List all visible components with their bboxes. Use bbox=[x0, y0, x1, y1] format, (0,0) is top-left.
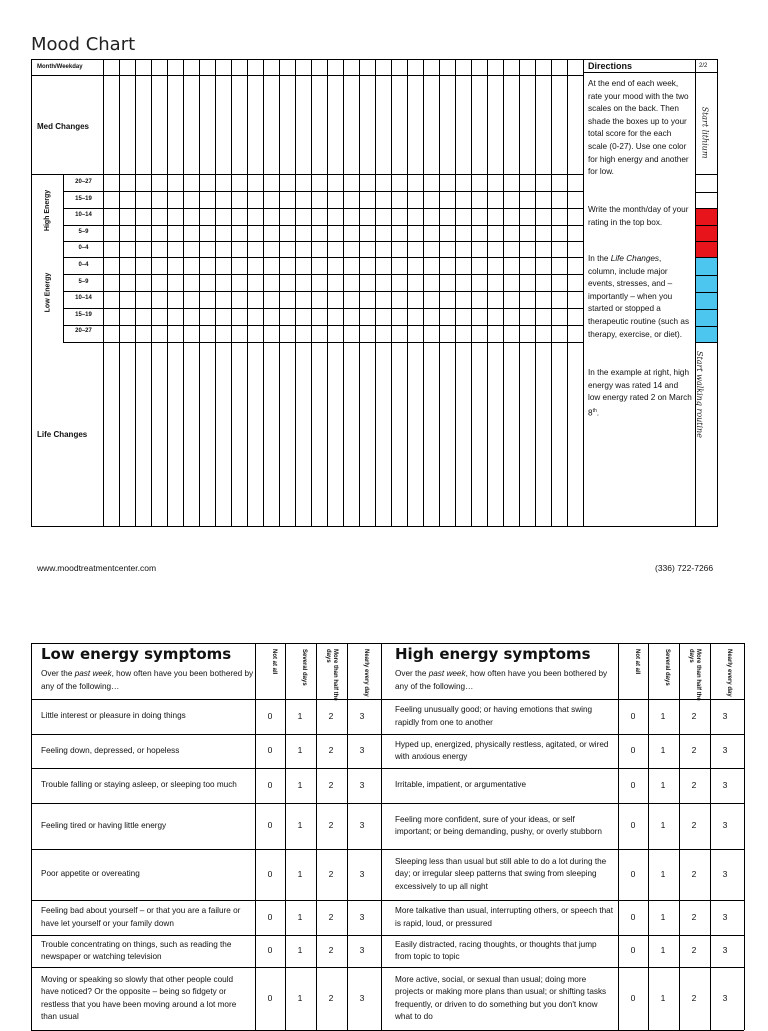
score-value: 2 bbox=[691, 868, 697, 879]
grid-vline bbox=[455, 60, 456, 526]
directions-paragraph-3: In the Life Changes, column, include major events, stresses, and – importantly – when you started or stopped a therapeutic routine (such as therapy, exercise, or diet). bbox=[588, 254, 690, 339]
score-value: 3 bbox=[359, 745, 365, 755]
score-column-header: More than half the days bbox=[688, 649, 701, 701]
low-energy-range: 20–27 bbox=[75, 328, 92, 335]
score-value: 2 bbox=[691, 779, 697, 790]
example-cell-blank bbox=[696, 174, 717, 192]
score-value: 2 bbox=[328, 911, 334, 922]
score-value: 2 bbox=[328, 945, 334, 955]
month-weekday-label: Month/Weekday bbox=[37, 64, 83, 70]
grid-vline bbox=[199, 60, 200, 526]
website-url: www.moodtreatmentcenter.com bbox=[37, 563, 157, 573]
score-value: 1 bbox=[660, 868, 666, 879]
score-value: 1 bbox=[297, 945, 303, 955]
symptoms-table bbox=[31, 643, 744, 1030]
high-energy-range: 10–14 bbox=[75, 212, 92, 219]
score-value: 1 bbox=[660, 710, 666, 721]
low-symptom-item: Feeling down, depressed, or hopeless bbox=[41, 745, 180, 755]
grid-vline bbox=[567, 60, 568, 526]
score-value: 3 bbox=[722, 745, 728, 755]
high-symptom-item: Sleeping less than usual but still able to do a lot during the day; or irregular sleep patterns that swing from sleeping excessively to up all night bbox=[395, 856, 607, 891]
score-column-header: Nearly every day bbox=[726, 649, 732, 697]
table-vline bbox=[744, 643, 745, 1030]
grid-vline bbox=[215, 60, 216, 526]
score-column-header: More than half the days bbox=[325, 649, 338, 701]
high-energy-range: 20–27 bbox=[75, 179, 92, 185]
score-value: 1 bbox=[297, 710, 303, 721]
grid-vline bbox=[487, 60, 488, 526]
grid-hline bbox=[63, 325, 583, 326]
low-energy-range: 10–14 bbox=[75, 295, 92, 302]
score-value: 1 bbox=[297, 745, 303, 755]
table-vline bbox=[381, 643, 382, 1030]
score-value: 0 bbox=[630, 868, 636, 879]
table-vline bbox=[347, 643, 348, 1030]
score-column-header: Several days bbox=[301, 649, 307, 686]
grid-hline bbox=[63, 342, 583, 343]
grid-vline bbox=[295, 60, 296, 526]
score-column-header: Nearly every day bbox=[363, 649, 369, 697]
directions-panel bbox=[584, 59, 718, 527]
score-value: 0 bbox=[267, 710, 273, 721]
table-vline bbox=[285, 643, 286, 1030]
table-vline bbox=[255, 643, 256, 1030]
grid-vline bbox=[327, 60, 328, 526]
score-value: 2 bbox=[328, 992, 334, 1003]
score-value: 0 bbox=[267, 911, 273, 922]
grid-hline bbox=[63, 208, 583, 209]
low-energy-label: Low Energy bbox=[44, 272, 52, 313]
table-vline bbox=[710, 643, 711, 1030]
directions-paragraph-1: At the end of each week, rate your mood with the two scales on the back. Then shade the boxes up to your total score for the each scale (0-27). Use one color for high energy and another for low. bbox=[588, 79, 689, 177]
high-symptom-item: Easily distracted, racing thoughts, or thoughts that jump from topic to topic bbox=[395, 939, 597, 961]
grid-hline bbox=[63, 257, 583, 258]
score-value: 3 bbox=[722, 868, 728, 879]
score-column-header: Not at all bbox=[634, 649, 640, 675]
grid-hline bbox=[32, 75, 583, 76]
life-changes-label: Life Changes bbox=[37, 430, 88, 439]
score-value: 1 bbox=[660, 820, 666, 830]
grid-vline bbox=[135, 60, 136, 526]
grid-vline bbox=[471, 60, 472, 526]
score-value: 2 bbox=[328, 779, 334, 790]
grid-vline bbox=[439, 60, 440, 526]
score-column-header: Several days bbox=[664, 649, 670, 686]
score-value: 0 bbox=[267, 820, 273, 830]
score-value: 0 bbox=[630, 745, 636, 755]
score-value: 0 bbox=[630, 945, 636, 955]
score-value: 1 bbox=[660, 911, 666, 922]
low-symptom-item: Feeling bad about yourself – or that you are a failure or have let yourself or your family down bbox=[41, 906, 241, 928]
score-value: 1 bbox=[297, 992, 303, 1003]
phone-number: (336) 722-7266 bbox=[655, 563, 714, 573]
grid-vline bbox=[407, 60, 408, 526]
score-value: 2 bbox=[691, 820, 697, 830]
score-value: 1 bbox=[297, 779, 303, 790]
grid-vline bbox=[119, 60, 120, 526]
grid-vline bbox=[231, 60, 232, 526]
score-value: 2 bbox=[691, 710, 697, 721]
score-value: 3 bbox=[359, 911, 365, 922]
score-value: 1 bbox=[660, 779, 666, 790]
table-vline bbox=[648, 643, 649, 1030]
table-vline bbox=[316, 643, 317, 1030]
low-energy-subtitle: Over the past week, how often have you been bothered by any of the following… bbox=[41, 669, 254, 691]
score-value: 2 bbox=[328, 868, 334, 879]
score-value: 0 bbox=[267, 745, 273, 755]
score-value: 0 bbox=[630, 992, 636, 1003]
score-value: 3 bbox=[722, 710, 728, 721]
score-value: 0 bbox=[630, 911, 636, 922]
grid-vline bbox=[375, 60, 376, 526]
score-value: 2 bbox=[691, 745, 697, 755]
page-title: Mood Chart bbox=[31, 34, 136, 55]
high-energy-label: High Energy bbox=[44, 189, 52, 232]
high-symptom-item: More talkative than usual, interrupting others, or speech that is rapid, loud, or pressured bbox=[395, 906, 614, 928]
grid-vline bbox=[519, 60, 520, 526]
high-symptom-item: Hyped up, energized, physically restless, agitated, or wired with anxious energy bbox=[395, 739, 609, 761]
grid-vline bbox=[343, 60, 344, 526]
score-value: 3 bbox=[359, 992, 365, 1003]
grid-vline bbox=[167, 60, 168, 526]
score-value: 1 bbox=[660, 945, 666, 955]
page-number: 2/2 bbox=[699, 63, 708, 69]
high-energy-range: 0–4 bbox=[78, 245, 89, 252]
score-value: 3 bbox=[359, 779, 365, 790]
score-value: 2 bbox=[691, 992, 697, 1003]
score-column-header: Not at all bbox=[271, 649, 277, 675]
grid-vline bbox=[503, 60, 504, 526]
grid-hline bbox=[63, 225, 583, 226]
low-energy-range: 5–9 bbox=[78, 278, 89, 285]
high-symptom-item: Irritable, impatient, or argumentative bbox=[395, 780, 527, 790]
grid-vline bbox=[279, 60, 280, 526]
grid-vline bbox=[183, 60, 184, 526]
score-value: 3 bbox=[359, 820, 365, 830]
med-changes-label: Med Changes bbox=[37, 122, 90, 131]
score-value: 0 bbox=[267, 992, 273, 1003]
score-value: 1 bbox=[297, 911, 303, 922]
grid-hline bbox=[63, 241, 583, 242]
grid-vline bbox=[103, 60, 104, 526]
low-energy-title: Low energy symptoms bbox=[41, 645, 232, 663]
score-value: 1 bbox=[660, 745, 666, 755]
table-vline bbox=[31, 643, 32, 1030]
grid-hline bbox=[63, 291, 583, 292]
score-value: 0 bbox=[267, 868, 273, 879]
high-energy-subtitle: Over the past week, how often have you been bothered by any of the following… bbox=[395, 669, 608, 691]
low-symptom-item: Moving or speaking so slowly that other people could have noticed? Or the opposite – being so fidgety or restless that you have been moving around a lot more than usual bbox=[41, 974, 237, 1021]
example-start-walking: Start walking routine bbox=[694, 351, 704, 438]
low-symptom-item: Trouble concentrating on things, such as reading the newspaper or watching television bbox=[41, 939, 232, 961]
score-value: 3 bbox=[722, 945, 728, 955]
grid-vline bbox=[551, 60, 552, 526]
table-hline bbox=[31, 643, 744, 644]
low-energy-range: 0–4 bbox=[78, 262, 89, 268]
grid-hline bbox=[63, 191, 583, 192]
high-symptom-item: Feeling unusually good; or having emotions that swing rapidly from one to another bbox=[395, 705, 593, 727]
example-cell-blank bbox=[696, 192, 717, 208]
example-start-lithium: Start lithium bbox=[700, 106, 710, 159]
score-value: 3 bbox=[722, 779, 728, 790]
score-value: 0 bbox=[630, 820, 636, 830]
high-energy-range: 15–19 bbox=[75, 195, 92, 202]
table-vline bbox=[679, 643, 680, 1030]
grid-vline bbox=[263, 60, 264, 526]
grid-vline bbox=[151, 60, 152, 526]
score-value: 0 bbox=[630, 710, 636, 721]
score-value: 3 bbox=[722, 992, 728, 1003]
example-high-energy-fill bbox=[696, 208, 717, 257]
score-value: 1 bbox=[660, 992, 666, 1003]
example-low-energy-fill bbox=[696, 257, 717, 342]
low-symptom-item: Feeling tired or having little energy bbox=[41, 820, 167, 830]
high-energy-title: High energy symptoms bbox=[395, 645, 591, 663]
score-value: 2 bbox=[691, 911, 697, 922]
score-value: 0 bbox=[267, 779, 273, 790]
low-energy-range: 15–19 bbox=[75, 311, 92, 318]
grid-vline bbox=[535, 60, 536, 526]
grid-vline bbox=[359, 60, 360, 526]
grid-vline bbox=[63, 174, 64, 342]
low-symptom-item: Little interest or pleasure in doing things bbox=[41, 711, 186, 721]
score-value: 2 bbox=[328, 745, 334, 755]
score-value: 3 bbox=[359, 945, 365, 955]
score-value: 3 bbox=[722, 820, 728, 830]
mood-chart-grid bbox=[31, 59, 584, 527]
score-value: 1 bbox=[297, 868, 303, 879]
grid-hline bbox=[63, 274, 583, 275]
high-symptom-item: More active, social, or sexual than usual; doing more projects or making more plans than usual; or shifting tasks frequently, or driven to do something but you don't know what to do bbox=[395, 974, 607, 1021]
score-value: 2 bbox=[328, 820, 334, 830]
score-value: 3 bbox=[722, 911, 728, 922]
directions-heading: Directions bbox=[588, 61, 633, 71]
high-symptom-item: Feeling more confident, sure of your ideas, or self important; or being demanding, pushy, or overly stubborn bbox=[395, 814, 602, 836]
grid-hline bbox=[63, 308, 583, 309]
directions-paragraph-4: In the example at right, high energy was rated 14 and low energy rated 2 on March 8th. bbox=[588, 368, 692, 418]
grid-hline bbox=[32, 174, 583, 175]
directions-paragraph-2: Write the month/day of your rating in the top box. bbox=[588, 205, 689, 227]
score-value: 1 bbox=[297, 820, 303, 830]
table-vline bbox=[618, 643, 619, 1030]
grid-vline bbox=[391, 60, 392, 526]
score-value: 0 bbox=[630, 779, 636, 790]
grid-vline bbox=[311, 60, 312, 526]
score-value: 2 bbox=[328, 710, 334, 721]
high-energy-range: 5–9 bbox=[78, 228, 89, 235]
low-symptom-item: Trouble falling or staying asleep, or sleeping too much bbox=[41, 780, 237, 790]
low-symptom-item: Poor appetite or overeating bbox=[41, 869, 140, 879]
score-value: 0 bbox=[267, 945, 273, 955]
score-value: 3 bbox=[359, 868, 365, 879]
grid-vline bbox=[423, 60, 424, 526]
score-value: 2 bbox=[691, 945, 697, 955]
grid-vline bbox=[247, 60, 248, 526]
score-value: 3 bbox=[359, 710, 365, 721]
